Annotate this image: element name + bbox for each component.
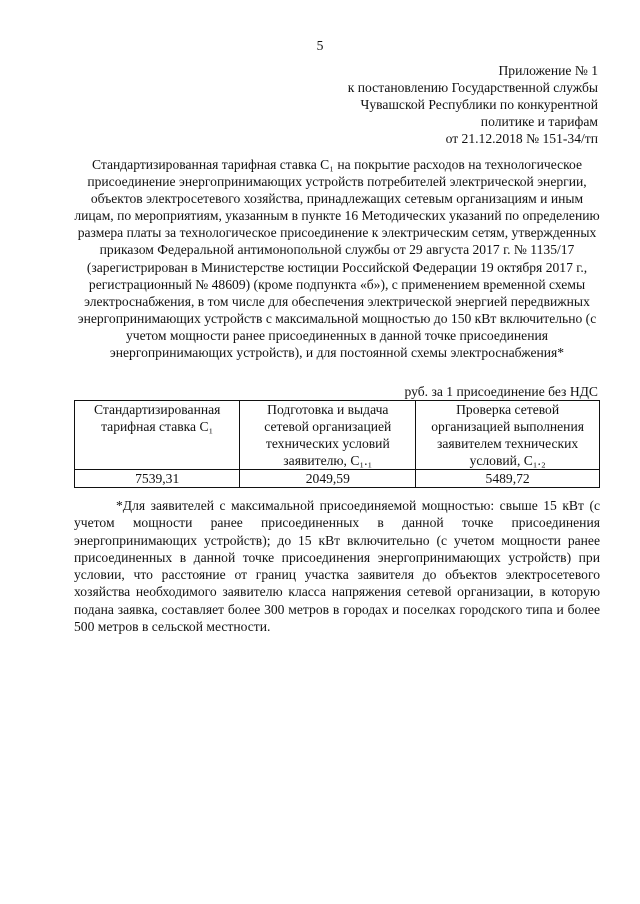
document-title: Стандартизированная тарифная ставка С₁ на покрытие расходов на технологическое присоединение энергопринимающих устройств потребителей электрической энергии, объектов электросетевого хозяйства, принадлежащих сетевым организациям и иным лицам, по мероприятиям, указанным в пункте 16 Методических указаний по определению размера платы за технологическое присоединение к электрическим сетям, утвержденных приказом Федеральной антимонопольной службы от 29 августа 2017 г. № 1135/17 (зарегистрирован в Министерстве юстиции Российской Федерации 19 октября 2017 г., регистрационный № 48609) (кроме подпункта «б»), с применением временной схемы электроснабжения, в том числе для обеспечения электрической энергией передвижных энергопринимающих устройств с максимальной мощностью до 150 кВт включительно (с учетом мощности ранее присоединенных в данной точке присоединения энергопринимающих устройств), и для постоянной схемы электроснабжения* [74,157,600,361]
appendix-line-1: Приложение № 1 [498,63,598,78]
table-header-row [75,401,600,470]
footnote-text: *Для заявителей с максимальной присоединяемой мощностью: свыше 15 кВт (с учетом мощности ранее присоединенных в данной точке присоединения энергопринимающих устройств); до 15 кВт включительно (с учетом мощности ранее присоединенных в данной точке присоединения энергопринимающих устройств) при условии, что расстояние от границ участка заявителя до объектов электросетевого хозяйства необходимого заявителю класса напряжения сетевой организации, в которую подана заявка, составляет более 300 метров в городах и поселках городского типа и более 500 метров в сельской местности. [74,498,600,635]
value-cell-conditions-check: 5489,72 [416,470,600,488]
value-cell-conditions-issue: 2049,59 [240,470,416,488]
header-cell-conditions-issue: Подготовка и выдача сетевой организацией технических условий заявителю, С₁.₁ [240,401,416,470]
page-number: 5 [316,38,324,53]
header-cell-rate: Стандартизированная тарифная ставка С₁ [75,401,240,470]
appendix-block [348,62,598,147]
appendix-line-3: Чувашской Республики по конкурентной [360,97,598,112]
tariff-table [74,400,600,488]
header-cell-conditions-check: Проверка сетевой организацией выполнения заявителем технических условий, С₁.₂ [416,401,600,470]
appendix-line-5: от 21.12.2018 № 151-34/тп [445,131,598,146]
unit-note: руб. за 1 присоединение без НДС [404,384,598,399]
appendix-line-4: политике и тарифам [480,114,598,129]
footnote [74,497,600,635]
table-row [75,470,600,488]
value-cell-rate: 7539,31 [75,470,240,488]
appendix-line-2: к постановлению Государственной службы [347,80,598,95]
